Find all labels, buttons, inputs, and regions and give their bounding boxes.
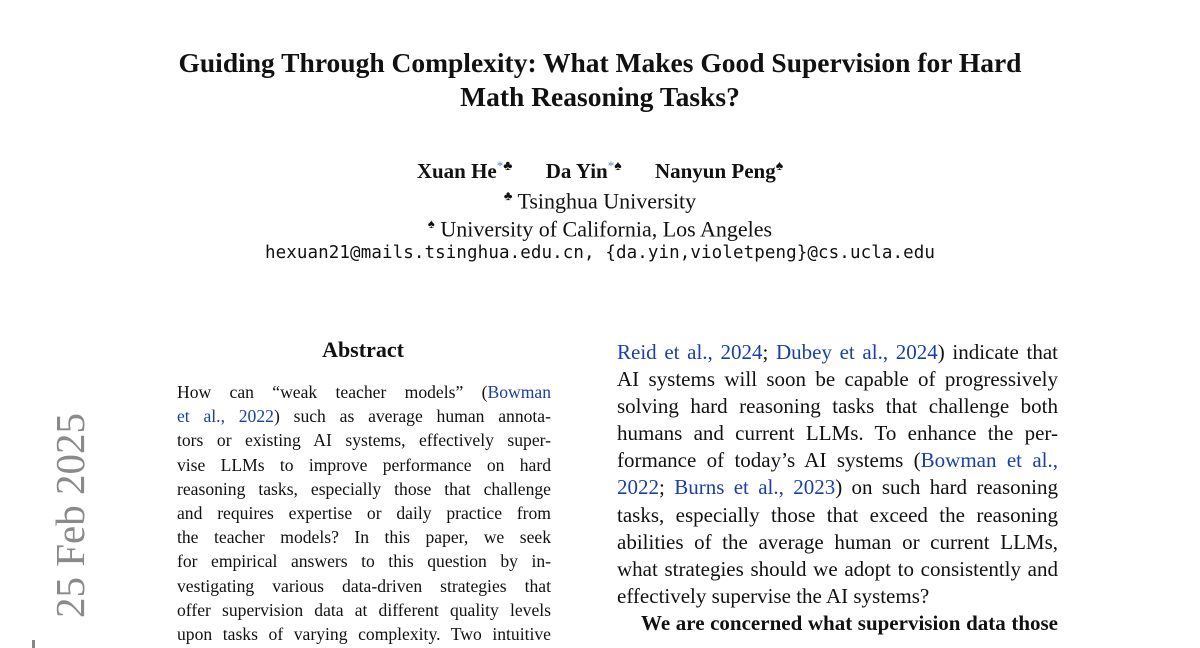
arxiv-stamp-bar	[32, 640, 35, 648]
affiliation-name: University of California, Los Angeles	[440, 216, 773, 242]
text-segment: ;	[659, 475, 675, 500]
text-segment: AI systems will soon be capable of progressively	[617, 367, 1058, 392]
citation-link[interactable]: Dubey et al., 2024	[775, 340, 938, 364]
text-segment: ;	[762, 340, 776, 364]
text-segment: tors or existing AI systems, effectively super-	[177, 430, 551, 451]
spade-icon: ♠	[427, 216, 435, 231]
author-2	[546, 151, 622, 186]
text-line	[617, 447, 1058, 474]
arxiv-date-stamp	[22, 413, 93, 648]
text-segment: vestigating various data-driven strategies that	[177, 575, 551, 596]
text-segment: ) indicate that	[937, 340, 1058, 364]
text-segment: humans and current LLMs. To enhance the per-	[617, 421, 1058, 446]
author-name: Da Yin	[545, 159, 608, 183]
citation-link[interactable]: Reid et al., 2024	[617, 340, 763, 364]
text-segment: formance of today’s AI systems (	[617, 448, 921, 473]
text-segment: upon tasks of varying complexity. Two intuitive	[177, 623, 551, 644]
text-line	[177, 598, 551, 622]
text-line	[177, 525, 551, 549]
citation-link[interactable]: et al., 2022	[177, 406, 274, 427]
text-line	[617, 339, 1058, 366]
text-line	[617, 556, 1058, 583]
text-line	[617, 529, 1058, 556]
author-emails: hexuan21@mails.tsinghua.edu.cn, {da.yin,violetpeng}@cs.ucla.edu	[264, 243, 936, 263]
text-line	[617, 366, 1058, 393]
text-line	[177, 380, 551, 404]
text-line	[177, 501, 551, 525]
club-icon: ♣	[503, 159, 513, 174]
author-1	[417, 151, 513, 186]
text-segment: How can “weak teacher models” (	[177, 382, 488, 402]
text-segment: what strategies should we adopt to consistently and	[617, 556, 1058, 581]
abstract-heading: Abstract	[322, 337, 404, 362]
equal-contribution-mark: *	[496, 158, 504, 173]
text-line	[617, 502, 1058, 529]
text-line	[177, 574, 551, 598]
text-segment: ) on such hard reasoning	[835, 475, 1059, 500]
citation-link[interactable]: Bowman	[487, 382, 551, 402]
affiliation-name: Tsinghua University	[517, 188, 697, 214]
intro-column-text	[617, 339, 1058, 637]
citation-link[interactable]: Bowman et al.,	[920, 448, 1058, 473]
text-line	[617, 610, 1058, 637]
text-segment: the teacher models? In this paper, we seek	[177, 527, 551, 548]
text-segment: effectively supervise the AI systems?	[617, 583, 930, 608]
text-line	[617, 420, 1058, 447]
citation-link[interactable]: 2022	[617, 475, 659, 500]
citation-link[interactable]: Burns et al., 2023	[674, 475, 836, 500]
text-line	[177, 404, 551, 428]
text-line	[177, 428, 551, 452]
arxiv-date-text: 25 Feb 2025	[47, 413, 93, 618]
text-line	[177, 477, 551, 501]
author-3	[655, 152, 783, 186]
text-segment: reasoning tasks, especially those that challenge	[177, 478, 551, 499]
text-line	[177, 622, 551, 646]
text-segment: offer supervision data at different quality levels	[177, 599, 551, 620]
text-segment: vise LLMs to improve performance on hard	[177, 454, 551, 475]
author-name: Nanyun Peng	[654, 159, 776, 183]
abstract-body	[177, 380, 551, 646]
text-line	[617, 474, 1058, 501]
text-line	[177, 549, 551, 573]
text-segment: ) such as average human annota-	[273, 406, 551, 427]
text-segment: abilities of the average human or current LLMs,	[617, 529, 1058, 554]
text-segment: and requires expertise or daily practice from	[177, 502, 551, 523]
spade-icon: ♠	[775, 159, 784, 174]
equal-contribution-mark: *	[607, 158, 615, 173]
text-segment: for empirical answers to this question by in-	[177, 551, 551, 572]
author-name: Xuan He	[416, 159, 497, 183]
author-list	[0, 151, 1200, 186]
text-segment: solving hard reasoning tasks that challenge both	[617, 394, 1058, 419]
text-line	[617, 393, 1058, 420]
spade-icon: ♠	[614, 159, 622, 174]
text-segment: tasks, especially those that exceed the reasoning	[617, 502, 1058, 527]
text-line	[177, 453, 551, 477]
text-segment: We are concerned what supervision data those	[641, 610, 1058, 635]
club-icon: ♣	[503, 188, 513, 203]
text-line	[617, 583, 1058, 610]
paper-title: Guiding Through Complexity: What Makes Good Supervision for Hard Math Reasoning Tasks?	[178, 47, 1022, 112]
